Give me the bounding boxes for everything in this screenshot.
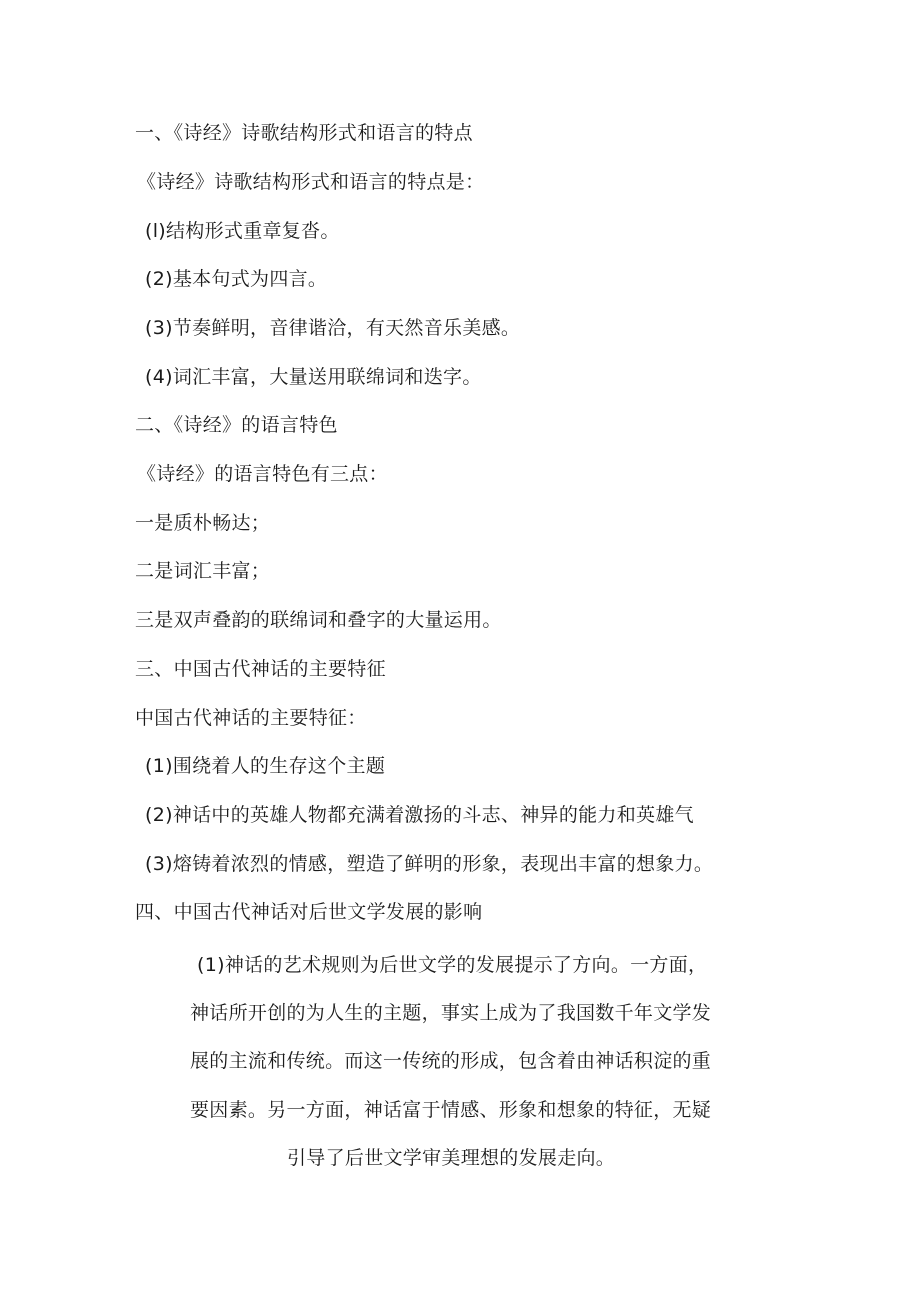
section-1-intro: 《诗经》诗歌结构形式和语言的特点是：: [137, 171, 485, 193]
section-2-item-2: 二是词汇丰富；: [135, 560, 271, 582]
section-2-item-1: 一是质朴畅达；: [135, 512, 271, 534]
section-1-item-4: (4)词汇丰富，大量送用联绵词和迭字。: [145, 366, 482, 388]
section-1-heading: 一、《诗经》诗歌结构形式和语言的特点: [135, 122, 473, 144]
section-4-line-5: 引导了后世文学审美理想的发展走向。: [287, 1147, 616, 1169]
section-3-heading: 三、中国古代神话的主要特征: [135, 658, 386, 680]
section-3-item-2: (2)神话中的英雄人物都充满着激扬的斗志、神异的能力和英雄气: [145, 804, 694, 826]
section-1-item-3: (3)节奏鲜明，音律谐洽，有天然音乐美感。: [145, 317, 521, 339]
section-4-line-1: (1)神话的艺术规则为后世文学的发展提示了方向。一方面，: [197, 954, 708, 976]
section-3-item-1: (1)围绕着人的生存这个主题: [145, 755, 386, 777]
section-4-line-3: 展的主流和传统。而这一传统的形成，包含着由神话积淀的重: [190, 1050, 712, 1072]
section-2-item-3: 三是双声叠韵的联绵词和叠字的大量运用。: [135, 609, 502, 631]
section-1-item-1: (l)结构形式重章复沓。: [145, 220, 340, 242]
section-2-heading: 二、《诗经》的语言特色: [135, 414, 338, 436]
section-4-line-4: 要因素。另一方面，神话富于情感、形象和想象的特征，无疑: [190, 1099, 712, 1121]
section-1-item-2: (2)基本句式为四言。: [145, 268, 328, 290]
section-3-item-3: (3)熔铸着浓烈的情感，塑造了鲜明的形象，表现出丰富的想象力。: [145, 853, 714, 875]
section-4-heading: 四、中国古代神话对后世文学发展的影响: [135, 901, 483, 923]
section-3-intro: 中国古代神话的主要特征：: [135, 707, 367, 729]
section-2-intro: 《诗经》的语言特色有三点：: [137, 463, 388, 485]
section-4-line-2: 神话所开创的为人生的主题，事实上成为了我国数千年文学发: [190, 1002, 712, 1024]
